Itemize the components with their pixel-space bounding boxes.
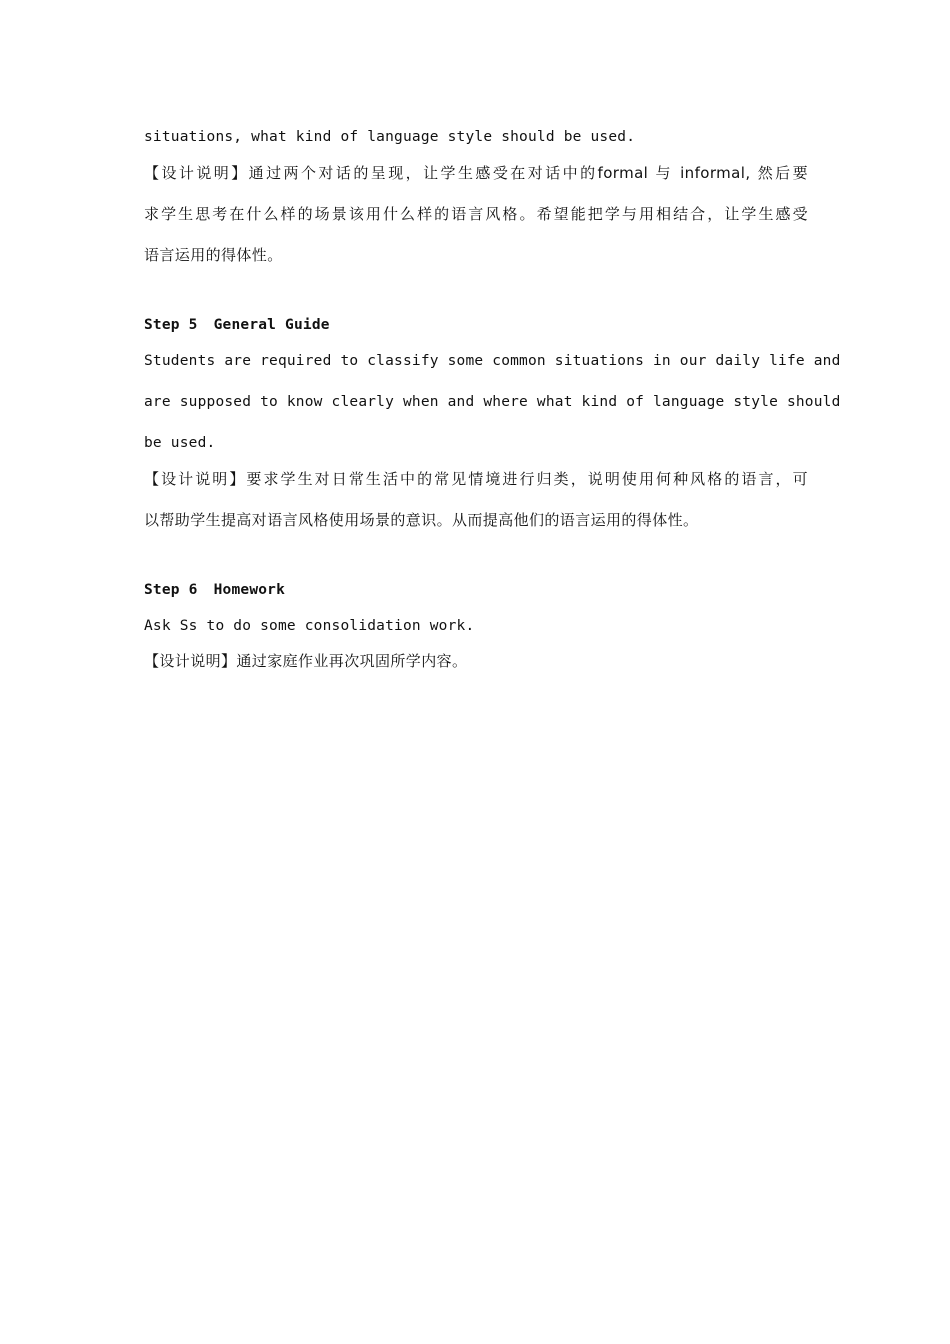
step5-design-note-line-2: 以帮助学生提高对语言风格使用场景的意识。从而提高他们的语言运用的得体性。 — [144, 511, 699, 529]
step5-design-note-line-1: 【设计说明】要求学生对日常生活中的常见情境进行归类，说明使用何种风格的语言，可 — [144, 470, 808, 488]
design-note-1-line-2: 求学生思考在什么样的场景该用什么样的语言风格。希望能把学与用相结合，让学生感受 — [144, 205, 808, 223]
step5-number: Step 5 — [144, 317, 198, 333]
design-note-1-line-1: 【设计说明】通过两个对话的呈现，让学生感受在对话中的formal 与 informal, 然后要 — [144, 164, 808, 182]
step6-title: Homework — [213, 582, 286, 598]
step5-title: General Guide — [213, 317, 330, 333]
step6-heading — [144, 580, 808, 600]
design-note-1-line-3: 语言运用的得体性。 — [144, 246, 283, 264]
step5-body-line-3: be used. — [144, 435, 216, 451]
step5-body-line-1: Students are required to classify some common situations in our daily life and — [144, 353, 841, 369]
step6-number: Step 6 — [144, 582, 198, 598]
step6-body-line-1: Ask Ss to do some consolidation work. — [144, 618, 475, 634]
step5-body-line-2: are supposed to know clearly when and where what kind of language style should — [144, 394, 841, 410]
step6-design-note-line-1: 【设计说明】通过家庭作业再次巩固所学内容。 — [144, 652, 468, 670]
step5-heading — [144, 315, 808, 335]
intro-continuation: situations, what kind of language style should be used. — [144, 129, 636, 145]
